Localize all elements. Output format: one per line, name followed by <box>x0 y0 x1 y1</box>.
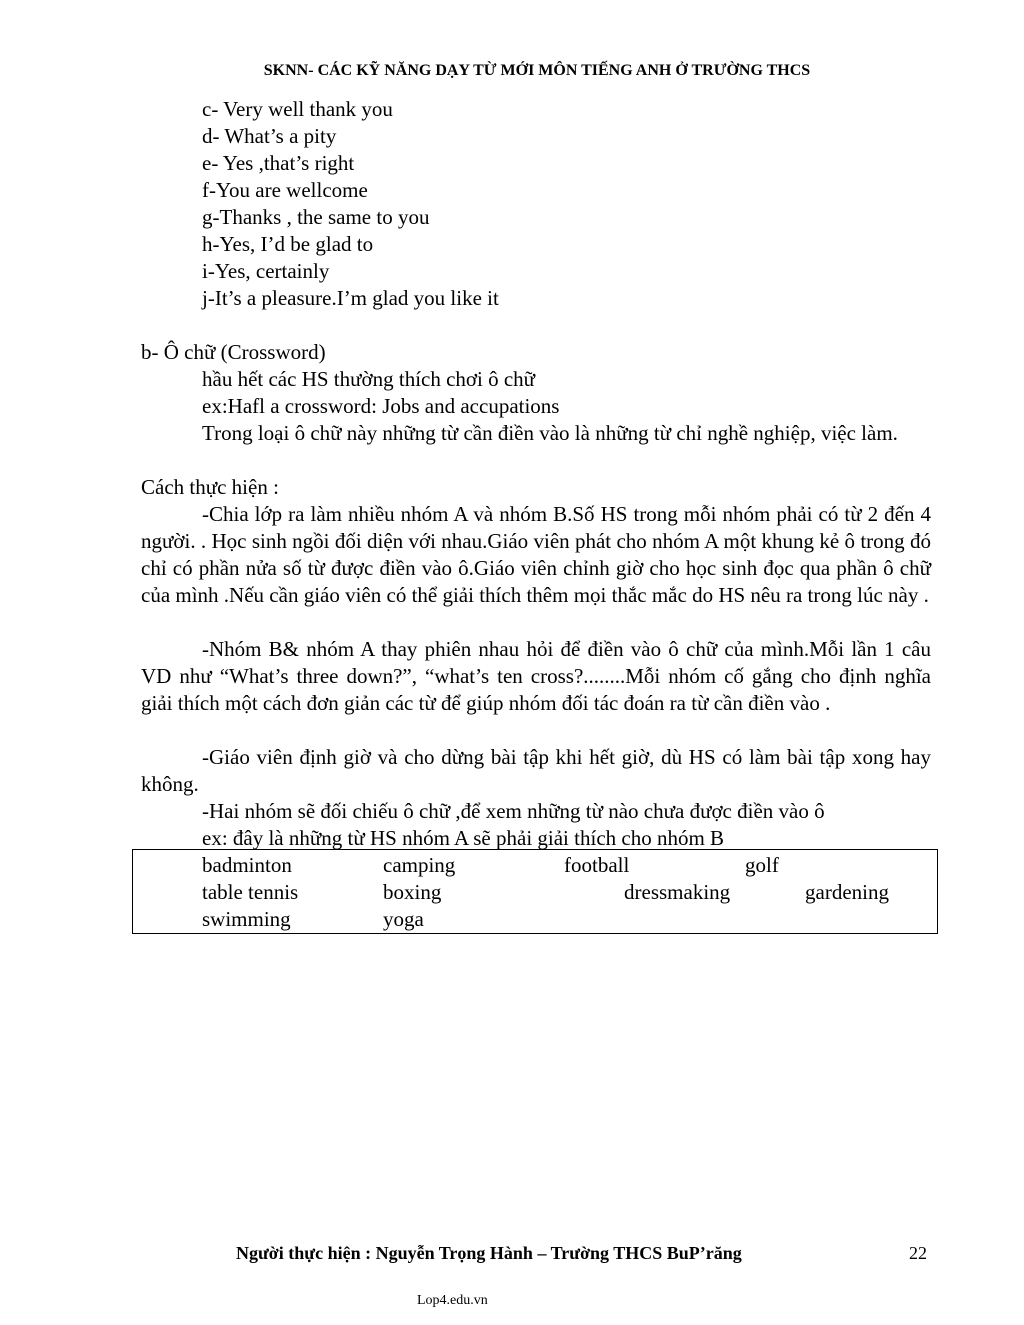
list-item: e- Yes ,that’s right <box>202 151 355 175</box>
word-cell: football <box>564 853 630 877</box>
word-box <box>132 849 938 934</box>
list-item: f-You are wellcome <box>202 178 368 202</box>
list-item: h-Yes, I’d be glad to <box>202 232 374 256</box>
list-item: i-Yes, certainly <box>202 259 330 283</box>
word-cell: table tennis <box>202 880 299 904</box>
site-label: Lop4.edu.vn <box>417 1293 488 1308</box>
list-item: c- Very well thank you <box>202 97 393 121</box>
step-1: -Chia lớp ra làm nhiều nhóm A và nhóm B.Số HS trong mỗi nhóm phải có từ 2 đến 4 người. . Học sinh ngồi đối diện với nhau.Giáo viên phát cho nhóm A một khung kẻ ô trong đó chỉ có phần nửa số từ được điền vào ô.Giáo viên chỉnh giờ cho học sinh đọc qua phần ô chữ của mình .Nếu cần giáo viên có thể giải thích thêm mọi thắc mắc do HS nêu ra trong lúc này . <box>141 502 931 607</box>
word-cell: dressmaking <box>624 880 731 904</box>
word-cell: swimming <box>202 907 291 931</box>
method-title: Cách thực hiện : <box>141 475 279 499</box>
word-cell: yoga <box>383 907 424 931</box>
example-2: ex: đây là những từ HS nhóm A sẽ phải giải thích cho nhóm B <box>202 826 725 850</box>
footer-author: Người thực hiện : Nguyễn Trọng Hành – Trường THCS BuP’răng <box>236 1243 742 1263</box>
word-cell: gardening <box>805 880 889 904</box>
section-heading: b- Ô chữ (Crossword) <box>141 340 326 364</box>
answer-list <box>202 96 499 312</box>
word-cell: badminton <box>202 853 292 877</box>
step-3: -Giáo viên định giờ và cho dừng bài tập khi hết giờ, dù HS có làm bài tập xong hay không. <box>141 745 931 796</box>
word-cell: camping <box>383 853 456 877</box>
section-example: ex:Hafl a crossword: Jobs and accupations <box>202 394 560 418</box>
section-description: Trong loại ô chữ này những từ cần điền vào là những từ chỉ nghề nghiệp, việc làm. <box>202 421 898 445</box>
list-item: j-It’s a pleasure.I’m glad you like it <box>202 286 499 310</box>
step-4: -Hai nhóm sẽ đối chiếu ô chữ ,để xem những từ nào chưa được điền vào ô <box>202 799 825 823</box>
word-cell: boxing <box>383 880 442 904</box>
list-item: d- What’s a pity <box>202 124 337 148</box>
list-item: g-Thanks , the same to you <box>202 205 430 229</box>
page-number: 22 <box>909 1243 927 1263</box>
word-cell: golf <box>745 853 779 877</box>
section-intro: hầu hết các HS thường thích chơi ô chữ <box>202 367 536 391</box>
page-header: SKNN- CÁC KỸ NĂNG DẠY TỪ MỚI MÔN TIẾNG ANH Ở TRƯỜNG THCS <box>263 62 811 79</box>
step-2: -Nhóm B& nhóm A thay phiên nhau hỏi để điền vào ô chữ của mình.Mỗi lần 1 câu VD như “What’s three down?”, “what’s ten cross?........Mỗi nhóm cố gắng cho định nghĩa giải thích một cách đơn giản các từ để giúp nhóm đối tác đoán ra từ cần điền vào . <box>141 637 931 715</box>
